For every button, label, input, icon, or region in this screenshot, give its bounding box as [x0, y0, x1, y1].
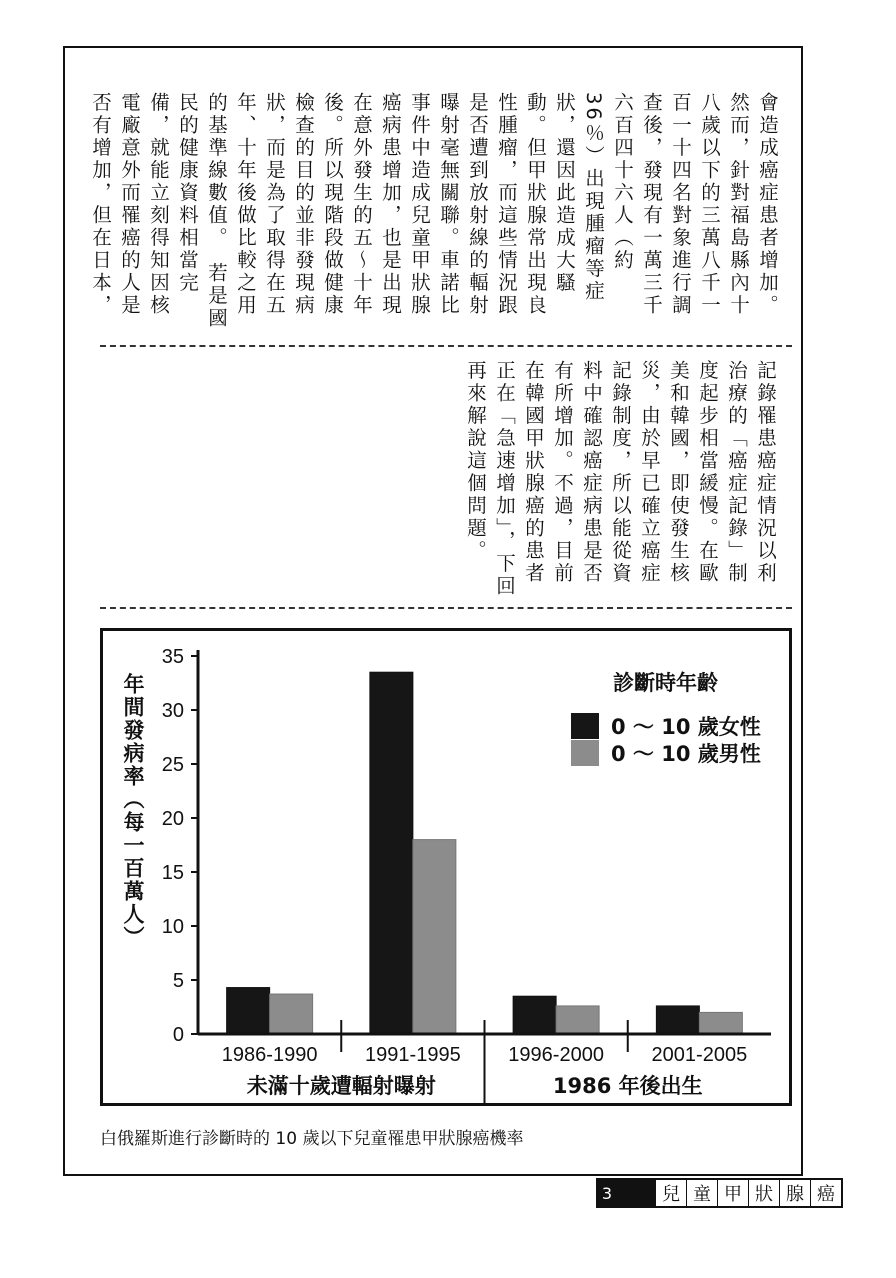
legend-title: 診斷時年齡 [613, 671, 718, 695]
y-tick-label: 5 [172, 970, 184, 992]
section-divider-bottom [100, 607, 792, 609]
group-label: 未滿十歲遭輻射曝射 [246, 1074, 436, 1098]
running-title-char: 腺 [779, 1180, 810, 1206]
running-title-char: 兒 [662, 1184, 680, 1205]
thyroid-cancer-chart [103, 631, 789, 1103]
y-tick-label: 0 [172, 1024, 184, 1046]
page-number: 3 [596, 1178, 618, 1208]
running-title-char: 童 [686, 1180, 717, 1206]
running-title-char: 狀 [748, 1180, 779, 1206]
running-title-char: 甲 [717, 1180, 748, 1206]
legend-swatch-male [571, 740, 599, 766]
y-tick-label: 10 [161, 916, 184, 938]
y-tick-label: 20 [161, 808, 184, 830]
y-axis-label: 年間發病率（每一百萬人） [121, 673, 145, 949]
bar-male [270, 994, 313, 1034]
bar-male [413, 840, 456, 1034]
bar-female [656, 1006, 699, 1034]
figure-caption: 白俄羅斯進行診斷時的 10 歲以下兒童罹患甲狀腺癌機率 [100, 1129, 524, 1149]
y-tick-label: 15 [161, 862, 184, 884]
bar-female [370, 672, 413, 1034]
running-title [654, 1178, 843, 1208]
y-tick-label: 25 [161, 754, 184, 776]
bar-male [556, 1006, 599, 1034]
x-tick-label: 2001-2005 [651, 1044, 748, 1066]
bar-female [513, 996, 556, 1034]
x-tick-label: 1996-2000 [508, 1044, 604, 1066]
page-footer [596, 1178, 843, 1208]
body-text-upper: 會造成癌症患者增加。 然而，針對福島縣內十八歲以下的三萬八千一百一十四名對象進行調查後，發現有一萬三千六百四十六人（約36％）出現腫瘤等症狀，還因此造成大騷動。但甲狀腺常出現良性腫瘤，而這些情況跟是否遭到放射線的輻射曝射毫無關聯。車諾比事件中造成兒童甲狀腺癌病患增加，也是出現在意外發生的五～十年後。所以現階段做健康檢查的目的並非發現病狀，而是為了取得在五年、十年後做比較之用的基準線數值。 若是國民的健康資料相當完備，就能立刻得知因核電廠意外而罹癌的人是否有增加，但在日本， [89, 92, 779, 330]
legend-entry: 0 ～ 10 歲男性 [611, 742, 761, 766]
y-tick-label: 35 [161, 646, 184, 668]
x-tick-label: 1986-1990 [221, 1044, 318, 1066]
legend-swatch-female [571, 713, 599, 739]
legend-entry: 0 ～ 10 歲女性 [611, 715, 761, 739]
x-tick-label: 1991-1995 [365, 1044, 461, 1066]
running-title-char: 癌 [810, 1180, 841, 1206]
body-text-lower: 記錄罹患癌症情況以利治療的「癌症記錄」制度起步相當緩慢。在歐美和韓國，即使發生核災，由於早已確立癌症記錄制度，所以能從資料中確認癌症病患是否有所增加。不過，目前在韓國甲狀腺癌的患者正在「急速增加」，下回再來解說這個問題。 [464, 360, 777, 598]
bar-male [699, 1012, 742, 1034]
bar-female [227, 988, 270, 1034]
chart-box [100, 628, 792, 1106]
footer-black-bar [618, 1178, 654, 1208]
section-divider-top [100, 345, 792, 347]
y-tick-label: 30 [161, 700, 184, 722]
group-label: 1986 年後出生 [552, 1074, 703, 1098]
